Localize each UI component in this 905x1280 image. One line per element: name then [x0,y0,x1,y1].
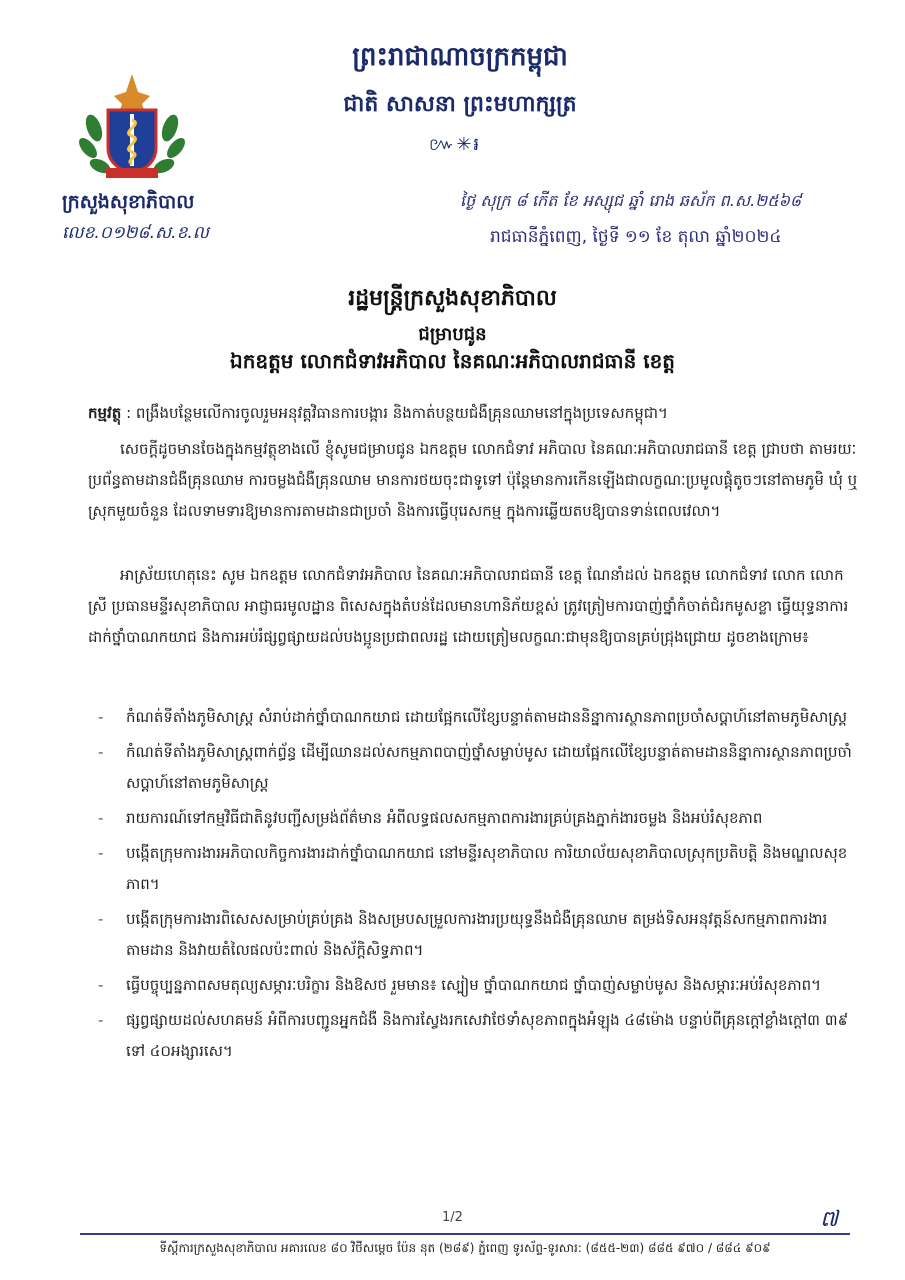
list-item: - បង្កើតក្រុមការងារអភិបាលកិច្ចការងារដាក់ថ្នាំបាណកយាជ នៅមន្ទីរសុខាភិបាល ការិយាល័យសុខាភិបាលស្រុកប្រតិបត្តិ និងមណ្ឌលសុខភាព។ [88,838,858,900]
action-list [88,702,858,1071]
recipient-title: ឯកឧត្តម លោកជំទាវអភិបាល នៃគណៈអភិបាលរាជធានី ខេត្ត [230,349,675,373]
list-item: - ធ្វើបច្ចុប្បន្នភាពសមតុល្យសម្ភារៈបរិក្ខារ និងឱសថ រួមមាន៖ ស្បៀម ថ្នាំបាណកយាជ ថ្នាំបាញ់សម្លាប់មូស និងសម្ភារៈអប់រំសុខភាព។ [88,970,858,1001]
footer-divider [80,1233,850,1235]
page-initial-mark: ៧ [820,1207,839,1232]
list-item: - រាយការណ៍ទៅកម្មវិធីជាតិនូវបញ្ជីសម្រង់ព័ត៌មាន អំពីលទ្ធផលសកម្មភាពការងារគ្រប់គ្រងភ្នាក់ងារចម្លង និងអប់រំសុខភាព [88,803,858,834]
list-item: - កំណត់ទីតាំងភូមិសាស្ត្រ សំរាប់ដាក់ថ្នាំបាណកយាជ ដោយផ្អែកលើខ្សែបន្ទាត់តាមដាននិន្នាការស្ថានភាពប្រចាំសប្តាហ៍នៅតាមភូមិសាស្ត្រ [88,702,858,733]
list-item: - បង្កើតក្រុមការងារពិសេសសម្រាប់គ្រប់គ្រង និងសម្របសម្រួលការងារប្រយុទ្ធនឹងជំងឺគ្រុនឈាម តម្រង់ទិសអនុវត្តន៍សកម្មភាពការងារតាមដាន និងវាយតំលៃផលប៉ះពាល់ និងស័ក្តិសិទ្ធភាព។ [88,904,858,966]
kingdom-title: ព្រះរាជាណាចក្រកម្ពុជា [352,42,568,72]
subject-line [88,398,858,429]
list-item: - ផ្សព្វផ្សាយដល់សហគមន៍ អំពីការបញ្ជូនអ្នកជំងឺ និងការស្វែងរកសេវាថែទាំសុខភាពក្នុងអំឡុង ៤៨ម៉ោង បន្ទាប់ពីគ្រុនក្តៅខ្លាំងក្តៅ៣ ៣៩ ទៅ ៤០អង្សារសេ។ [88,1005,858,1067]
paragraph: សេចក្តីដូចមានចែងក្នុងកម្មវត្ថុខាងលើ ខ្ញុំសូមជម្រាបជូន ឯកឧត្តម លោកជំទាវ អភិបាល នៃគណៈអភិបាលរាជធានី ខេត្ត ជ្រាបថា តាមរយៈប្រព័ន្ធតាមដានជំងឺគ្រុនឈាម ការចម្លងជំងឺគ្រុនឈាម មានការថយចុះជាទូទៅ ប៉ុន្តែមានការកើនឡើងជាលក្ខណៈប្រមូលផ្តុំតូចៗនៅតាមភូមិ ឃុំ ឬស្រុកមួយចំនួន ដែលទាមទារឱ្យមានការតាមដានជាប្រចាំ និងការធ្វើបុរេសកម្ម ក្នុងការឆ្លើយតបឱ្យបានទាន់ពេលវេលា។ [88,440,858,520]
national-motto: ជាតិ សាសនា ព្រះមហាក្សត្រ [343,91,577,117]
reference-number: លេខ.០១២៨.ស.ខ.ល [62,223,209,243]
subject-label: កម្មវត្ថុ [88,404,122,422]
lunar-date: ថ្ងៃ សុក្រ ៨ កើត ខែ អស្សុជ ឆ្នាំ រោង ឆស័ក ព.ស.២៥៦៨ [460,191,802,210]
ornament: ៚✳៛ [428,134,482,155]
footer-address: ទីស្តីការក្រសួងសុខាភិបាល អគារលេខ ៨០ វិថីសម្តេច ប៉ែន នុត (២៨៩) ភ្នំពេញ ទូរស័ព្ទ-ទូរសារ: (៨៥៥-២៣) ៨៨៥ ៩៧០ / ៨៨៤ ៩០៩ [159,1241,771,1255]
to-label: ជម្រាបជូន [418,324,487,345]
solar-date: រាជធានីភ្នំពេញ, ថ្ងៃទី ១១ ខែ តុលា ឆ្នាំ២០២៤ [490,227,782,247]
subject-text: : ពង្រឹងបន្ថែមលើការចូលរួមអនុវត្តវិធានការបង្ការ និងកាត់បន្ថយជំងឺគ្រុនឈាមនៅក្នុងប្រទេសកម្ពុជា។ [126,404,668,422]
list-item: - កំណត់ទីតាំងភូមិសាស្ត្រពាក់ព្ធ័ន្ធ ដើម្បីឈានដល់សកម្មភាពបាញ់ថ្នាំសម្លាប់មូស ដោយផ្អែកលើខ្សែបន្ទាត់តាមដាននិន្នាការស្ថានភាពប្រចាំសប្តាហ៍នៅតាមភូមិសាស្ត្រ [88,737,858,799]
paragraph: អាស្រ័យហេតុនេះ សូម ឯកឧត្តម លោកជំទាវអភិបាល នៃគណៈអភិបាលរាជធានី ខេត្ត ណែនាំដល់ ឯកឧត្តម លោកជំទាវ លោក លោកស្រី ប្រធានមន្ទីរសុខាភិបាល អាជ្ញាធរមូលដ្ឋាន ពិសេសក្នុងតំបន់ដែលមានហានិភ័យខ្ពស់ ត្រូវត្រៀមការបាញ់ថ្នាំកំចាត់ជំរកមូសខ្លា ធ្វើយុទ្ធនាការដាក់ថ្នាំបាណកយាជ និងការអប់រំផ្សព្វផ្សាយដល់បងប្អូនប្រជាពលរដ្ឋ ដោយត្រៀមលក្ខណៈជាមុនឱ្យបានគ្រប់ជ្រុងជ្រោយ ដូចខាងក្រោម៖ [88,566,849,646]
ministry-logo [72,70,192,188]
ministry-name: ក្រសួងសុខាភិបាល [62,191,195,213]
sender-title: រដ្ឋមន្ត្រីក្រសួងសុខាភិបាល [348,285,557,311]
page-number: 1/2 [442,1210,463,1225]
